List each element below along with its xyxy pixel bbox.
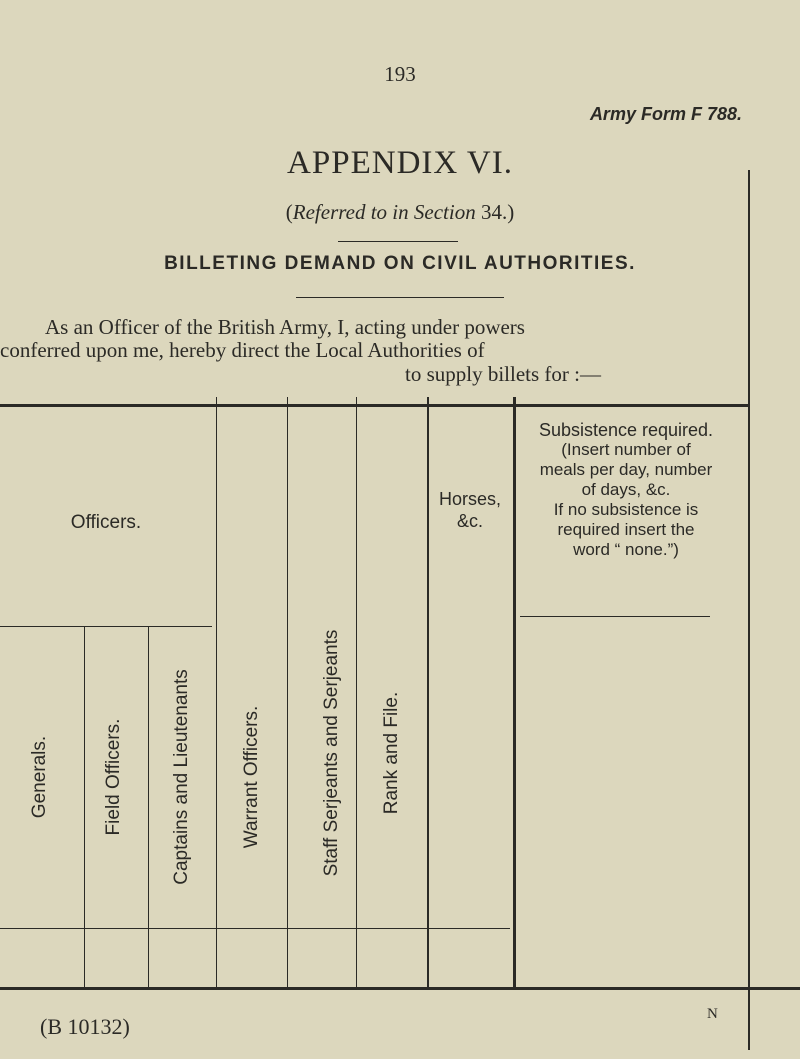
form-id: Army Form F 788. xyxy=(589,104,742,124)
col-generals: Generals. xyxy=(29,735,50,819)
subsistence-line-5: If no subsistence is xyxy=(553,500,699,519)
subsistence-line-4: of days, &c. xyxy=(581,480,671,499)
page-number: 193 xyxy=(384,62,416,86)
horses-line-1: Horses, xyxy=(438,489,501,509)
paragraph-line-1: As an Officer of the British Army, I, acting under powers xyxy=(45,315,525,339)
officers-header: Officers. xyxy=(70,512,142,533)
col-captains-lieutenants: Captains and Lieutenants xyxy=(171,669,192,885)
horses-line-2: &c. xyxy=(456,511,483,531)
signature-mark: N xyxy=(707,1006,718,1022)
paragraph-line-2: conferred upon me, hereby direct the Local Authorities of xyxy=(0,338,485,362)
referred-line xyxy=(0,200,800,225)
paragraph-line-3: to supply billets for :— xyxy=(405,362,601,386)
table-bottom-rule xyxy=(0,987,800,990)
subsistence-line-3: meals per day, number xyxy=(539,460,713,479)
col-divider-5 xyxy=(356,397,357,988)
col-divider-6 xyxy=(427,397,429,988)
col-field-officers: Field Officers. xyxy=(103,718,124,836)
col-rank-and-file: Rank and File. xyxy=(381,691,402,815)
col-staff-serjeants: Staff Serjeants and Serjeants xyxy=(321,629,342,877)
subsistence-line-2: (Insert number of xyxy=(561,440,691,459)
referred-italic: Referred to in Section xyxy=(292,200,476,224)
referred-open: ( xyxy=(285,200,293,224)
heading: BILLETING DEMAND ON CIVIL AUTHORITIES. xyxy=(164,253,636,274)
heading-rule xyxy=(296,297,504,298)
col-horses xyxy=(427,488,513,532)
subsistence-line-1: Subsistence required. xyxy=(538,420,714,440)
print-reference: (B 10132) xyxy=(40,1014,130,1039)
title-rule xyxy=(338,241,458,242)
col-divider-3 xyxy=(216,397,217,988)
col-divider-4 xyxy=(287,397,288,988)
col-subsistence xyxy=(508,420,744,560)
subsistence-line-6: required insert the xyxy=(557,520,695,539)
appendix-title: APPENDIX VI. xyxy=(287,145,513,181)
table-top-rule xyxy=(0,404,750,407)
referred-section: 34.) xyxy=(480,200,515,224)
subsistence-line-7: word “ none.”) xyxy=(573,540,679,559)
subsistence-sub-rule xyxy=(520,616,710,617)
right-edge-rule xyxy=(748,170,750,1050)
col-warrant-officers: Warrant Officers. xyxy=(241,705,262,849)
col-divider-1 xyxy=(84,626,85,988)
col-divider-2 xyxy=(148,626,149,988)
